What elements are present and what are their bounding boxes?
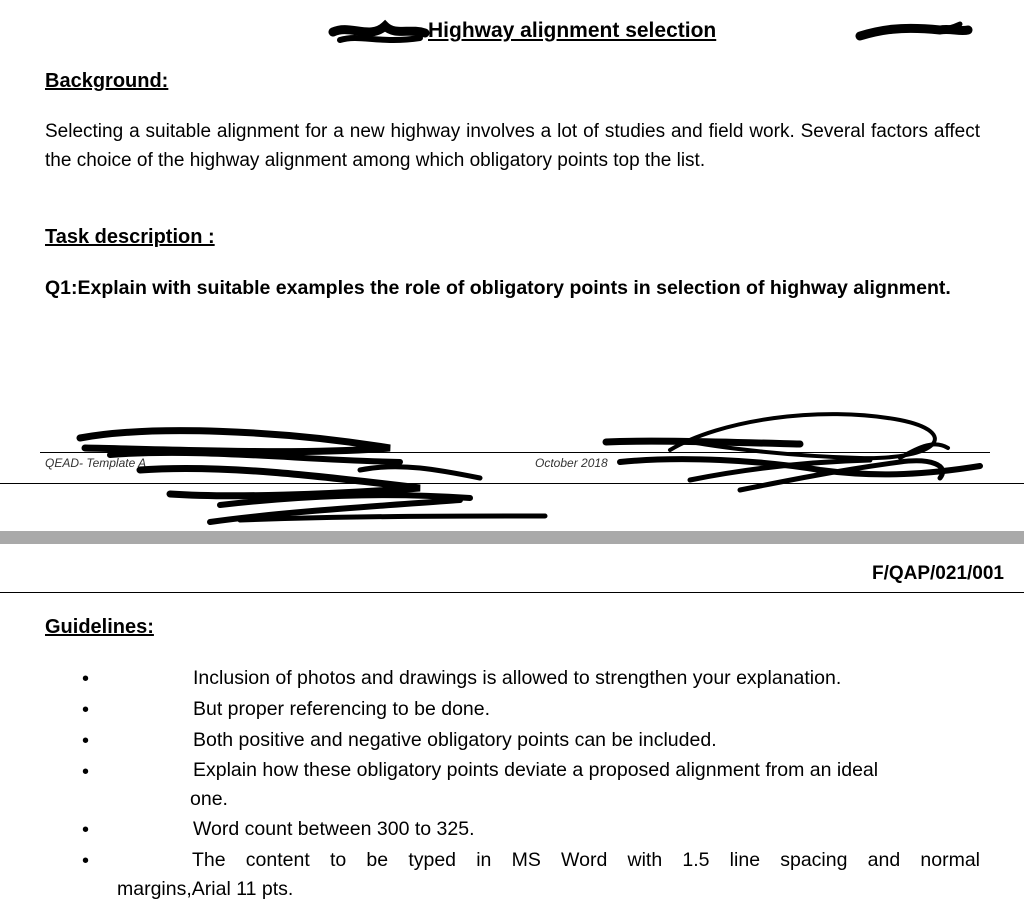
background-heading: Background: <box>45 70 169 92</box>
guideline-item: But proper referencing to be done. <box>193 698 491 720</box>
bullet-marker: • <box>82 850 90 872</box>
bullet-marker: • <box>82 730 90 752</box>
document-code: F/QAP/021/001 <box>871 563 1004 584</box>
guideline-item: The content to be typed in MS Word with 1.5 line spacing and normal <box>192 849 980 871</box>
bullet-marker: • <box>82 699 90 721</box>
guideline-item: Inclusion of photos and drawings is allowed to strengthen your explanation. <box>193 667 842 689</box>
page-break-gap <box>0 531 1024 544</box>
guideline-item-continuation: one. <box>190 788 228 810</box>
guideline-item-continuation: margins,Arial 11 pts. <box>117 878 294 900</box>
header-rule <box>0 592 1024 593</box>
bullet-marker: • <box>82 668 90 690</box>
footer-date: October 2018 <box>535 456 608 470</box>
task-description-heading: Task description : <box>45 226 215 248</box>
footer-template-label: QEAD- Template A <box>45 456 147 470</box>
background-text: Selecting a suitable alignment for a new highway involves a lot of studies and field work. Several factors affect the choice of the highway alignment among which obligatory points top the list. <box>45 121 980 171</box>
bullet-marker: • <box>82 819 90 841</box>
guideline-item: Both positive and negative obligatory points can be included. <box>193 729 717 751</box>
bullet-marker: • <box>82 761 90 783</box>
document-title: Highway alignment selection <box>428 19 717 42</box>
guideline-item: Word count between 300 to 325. <box>193 818 475 840</box>
guidelines-heading: Guidelines: <box>45 616 154 638</box>
guideline-item: Explain how these obligatory points deviate a proposed alignment from an ideal <box>193 759 879 781</box>
question-1: Q1:Explain with suitable examples the role of obligatory points in selection of highway alignment. <box>45 277 951 299</box>
